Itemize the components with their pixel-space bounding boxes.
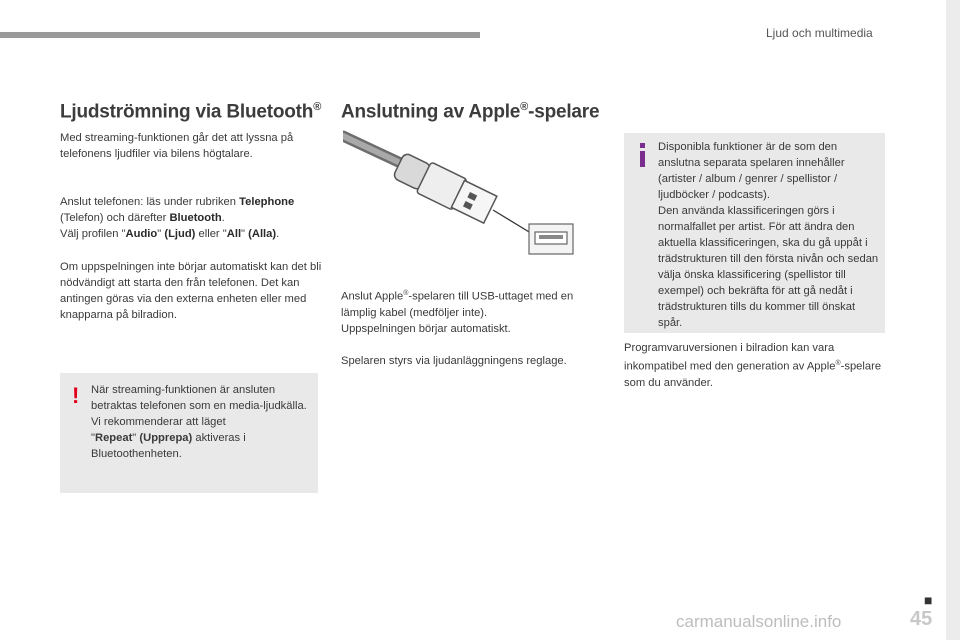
watermark: carmanualsonline.info [676, 612, 842, 631]
right-margin-band [946, 0, 960, 640]
header-bar [0, 32, 480, 38]
bluetooth-playback-note: Om uppspelningen inte börjar automatiskt kan det bli nödvändigt att starta den från telefonen. Det kan antingen göras via den externa enheten eller med knapparna på bilradion. [60, 261, 322, 321]
bluetooth-intro: Med streaming-funktionen går det att lyssna på telefonens ljudfiler via bilens högtalare. [60, 132, 294, 160]
bluetooth-warning-box [60, 373, 318, 493]
info-text: Disponibla funktioner är de som den anslutna separata spelaren innehåller (artister / album / genrer / spellistor / ljudböcker / podcasts). Den använda klassificeringen görs i normalfallet per artist. För att ändra den aktuella klassificeringen, ska du gå uppåt i trädstrukturen till den första nivån och sedan välja önska klassificering (spellistor till exempel) och bekräfta för att gå nedåt i trädstrukturen tills du kommer till önskat spår. [658, 141, 879, 329]
apple-connect-text: Anslut Apple®-spelaren till USB-uttaget med en lämplig kabel (medföljer inte). Uppspelningen börjar automatiskt. [341, 290, 574, 335]
page-number: 45 [910, 608, 933, 630]
apple-compat-text: Programvaruversionen i bilradion kan vara inkompatibel med den generation av Apple®-spelare som du använder. [624, 342, 882, 389]
usb-cable-illustration [343, 128, 575, 260]
bluetooth-connect-instructions: Anslut telefonen: läs under rubriken Telephone (Telefon) och därefter Bluetooth. Välj profilen "Audio" (Ljud) eller "All" (Alla). [60, 196, 295, 240]
warning-icon: ! [72, 383, 80, 408]
warning-text: När streaming-funktionen är ansluten betraktas telefonen som en media-ljudkälla. Vi rekommenderar att läget "Repeat" (Upprepa) aktiveras i Bluetoothenheten. [91, 384, 307, 460]
bluetooth-title: Ljudströmning via Bluetooth® [60, 101, 322, 123]
info-icon [636, 143, 650, 167]
end-mark: ■ [924, 592, 933, 608]
section-title: Ljud och multimedia [766, 26, 873, 40]
apple-info-box [624, 133, 885, 333]
apple-title: Anslutning av Apple®-spelare [341, 101, 600, 123]
apple-controls-text: Spelaren styrs via ljudanläggningens reglage. [341, 355, 567, 367]
